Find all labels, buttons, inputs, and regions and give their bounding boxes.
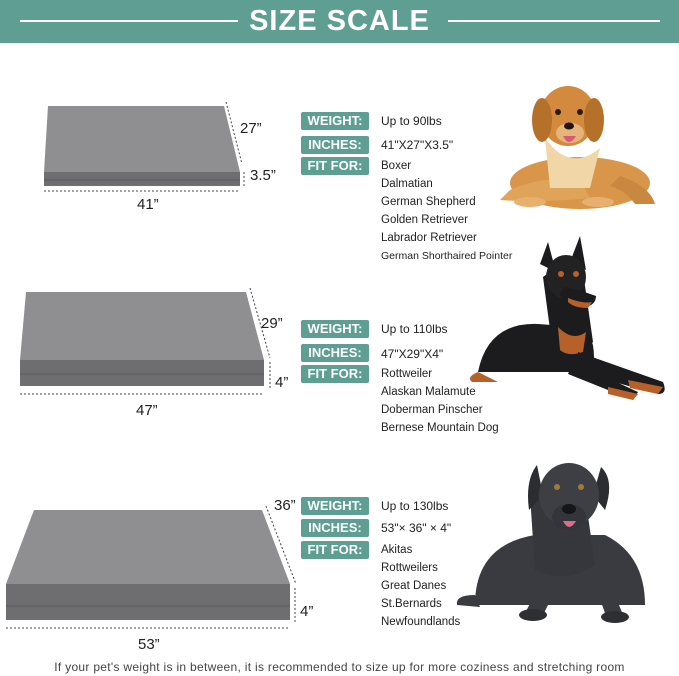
breed-item: St.Bernards (381, 598, 442, 610)
bed-medium-length: 47” (136, 402, 158, 419)
golden-retriever-image (470, 78, 665, 213)
weight-tag: WEIGHT: (301, 112, 369, 130)
breed-item: Bernese Mountain Dog (381, 422, 499, 434)
bed-small-height: 3.5” (250, 167, 276, 184)
weight-value: Up to 130lbs (381, 499, 449, 513)
breed-item: Dalmatian (381, 178, 433, 190)
bed-small-width: 27” (240, 120, 262, 137)
bed-large-width: 36” (274, 497, 296, 514)
fit-for-tag: FIT FOR: (301, 365, 369, 383)
breed-item: Boxer (381, 160, 412, 172)
weight-tag: WEIGHT: (301, 320, 369, 338)
inches-value: 41"X27"X3.5" (381, 138, 454, 152)
breed-item: German Shepherd (381, 196, 476, 208)
bed-medium-illustration (14, 284, 274, 404)
bed-large-height: 4” (300, 603, 314, 620)
breed-item: Great Danes (381, 580, 447, 592)
bed-small-length: 41” (137, 196, 159, 213)
inches-value: 47"X29"X4" (381, 347, 444, 361)
breed-item: Labrador Retriever (381, 232, 477, 244)
breed-item: Alaskan Malamute (381, 386, 476, 398)
inches-tag: INCHES: (301, 136, 369, 154)
bed-large-illustration (0, 500, 300, 640)
breed-item: Rottweilers (381, 562, 438, 574)
bed-large-length: 53” (138, 636, 160, 653)
inches-tag: INCHES: (301, 344, 369, 362)
breed-item: Doberman Pinscher (381, 404, 483, 416)
inches-value: 53"× 36" × 4" (381, 521, 452, 535)
weight-value: Up to 90lbs (381, 114, 442, 128)
bed-small-illustration (40, 98, 250, 198)
page-title: SIZE SCALE (249, 5, 430, 37)
breed-item: Golden Retriever (381, 214, 468, 226)
fit-for-tag: FIT FOR: (301, 157, 369, 175)
fit-for-tag: FIT FOR: (301, 541, 369, 559)
bed-medium-height: 4” (275, 374, 289, 391)
breed-item: Rottweiler (381, 368, 433, 380)
footer-note: If your pet's weight is in between, it is recommended to size up for more coziness and stretching room (54, 660, 625, 674)
breed-item: Newfoundlands (381, 616, 461, 628)
bed-medium-width: 29” (261, 315, 283, 332)
breed-item: Akitas (381, 544, 413, 556)
great-dane-image (455, 455, 665, 630)
header-banner (0, 0, 679, 43)
breed-item: German Shorthaired Pointer (381, 250, 513, 262)
weight-tag: WEIGHT: (301, 497, 369, 515)
breed-list (381, 541, 460, 631)
weight-value: Up to 110lbs (381, 322, 448, 336)
inches-tag: INCHES: (301, 519, 369, 537)
doberman-image (468, 232, 673, 407)
